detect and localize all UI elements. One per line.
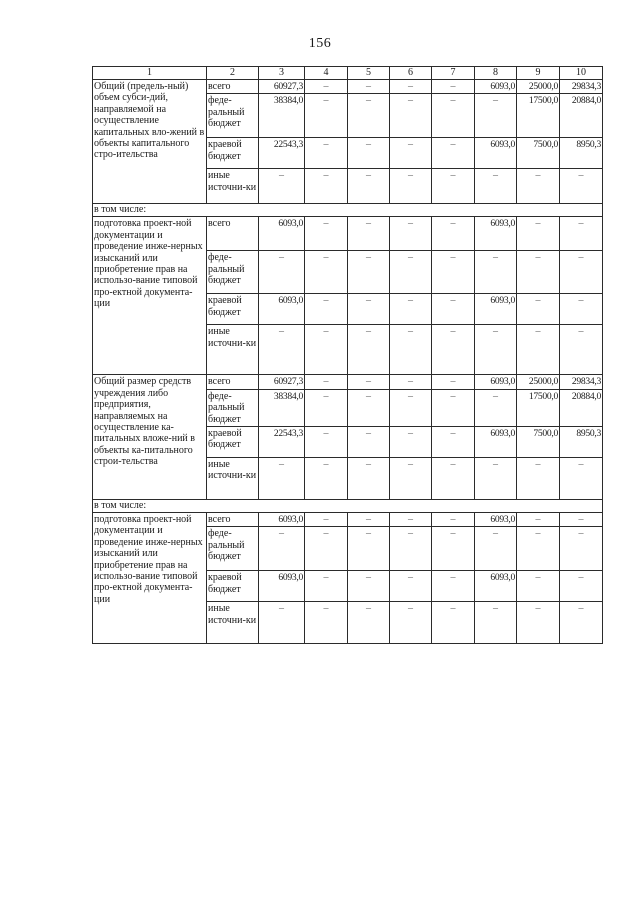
value-cell: 38384,0 [259,94,305,138]
subheading-row [93,204,603,217]
value-cell: – [390,80,432,94]
value-cell: 7500,0 [517,138,560,169]
value-cell: – [560,251,603,294]
funding-source: феде-ральный бюджет [207,94,259,138]
value-cell: – [560,169,603,204]
value-cell: – [259,527,305,571]
funding-source: феде-ральный бюджет [207,389,259,426]
funding-source: всего [207,217,259,251]
value-cell: 6093,0 [475,294,517,325]
header-cell: 3 [259,67,305,80]
value-cell: – [390,458,432,500]
value-cell: – [305,602,348,644]
value-cell: 8950,3 [560,138,603,169]
value-cell: – [390,325,432,375]
value-cell: 22543,3 [259,138,305,169]
table-row [93,375,603,389]
value-cell: 17500,0 [517,389,560,426]
value-cell: – [390,251,432,294]
value-cell: 17500,0 [517,94,560,138]
header-cell: 8 [475,67,517,80]
value-cell: – [432,94,475,138]
value-cell: – [475,169,517,204]
value-cell: – [305,325,348,375]
value-cell: – [432,80,475,94]
value-cell: – [517,325,560,375]
value-cell: – [348,169,390,204]
value-cell: – [390,217,432,251]
value-cell: – [348,294,390,325]
value-cell: – [432,169,475,204]
funding-source: краевой бюджет [207,294,259,325]
value-cell: – [517,169,560,204]
funding-source: всего [207,513,259,527]
value-cell: – [348,251,390,294]
value-cell: – [475,458,517,500]
value-cell: – [432,251,475,294]
value-cell: 60927,3 [259,80,305,94]
value-cell: 20884,0 [560,389,603,426]
value-cell: – [305,294,348,325]
value-cell: – [517,251,560,294]
funding-source: иные источни-ки [207,325,259,375]
value-cell: – [517,602,560,644]
value-cell: – [348,389,390,426]
value-cell: 6093,0 [475,375,517,389]
value-cell: 6093,0 [475,513,517,527]
value-cell: – [305,375,348,389]
value-cell: – [305,80,348,94]
value-cell: – [305,513,348,527]
value-cell: 25000,0 [517,375,560,389]
header-cell: 1 [93,67,207,80]
value-cell: 20884,0 [560,94,603,138]
value-cell: – [560,571,603,602]
value-cell: – [348,513,390,527]
value-cell: – [517,571,560,602]
subheading-label: в том числе: [93,500,603,513]
funding-source: краевой бюджет [207,427,259,458]
header-row [93,67,603,80]
value-cell: – [390,294,432,325]
value-cell: – [475,602,517,644]
value-cell: – [305,427,348,458]
value-cell: – [348,138,390,169]
budget-table [92,66,603,644]
value-cell: 8950,3 [560,427,603,458]
value-cell: 6093,0 [475,217,517,251]
value-cell: – [305,458,348,500]
table-row [93,513,603,527]
value-cell: – [390,389,432,426]
value-cell: – [390,571,432,602]
value-cell: – [348,217,390,251]
header-cell: 7 [432,67,475,80]
funding-source: краевой бюджет [207,571,259,602]
value-cell: – [348,527,390,571]
value-cell: 6093,0 [259,217,305,251]
value-cell: 22543,3 [259,427,305,458]
value-cell: – [305,389,348,426]
value-cell: 29834,3 [560,80,603,94]
value-cell: 38384,0 [259,389,305,426]
value-cell: 7500,0 [517,427,560,458]
value-cell: 60927,3 [259,375,305,389]
value-cell: 29834,3 [560,375,603,389]
value-cell: – [348,325,390,375]
value-cell: – [348,427,390,458]
value-cell: 6093,0 [475,427,517,458]
value-cell: – [305,217,348,251]
funding-source: краевой бюджет [207,138,259,169]
value-cell: – [432,138,475,169]
value-cell: 6093,0 [475,80,517,94]
value-cell: – [390,138,432,169]
funding-source: всего [207,80,259,94]
funding-source: феде-ральный бюджет [207,527,259,571]
funding-source: всего [207,375,259,389]
value-cell: – [475,251,517,294]
value-cell: – [390,94,432,138]
funding-source: иные источни-ки [207,458,259,500]
value-cell: – [560,458,603,500]
value-cell: – [432,602,475,644]
value-cell: – [305,251,348,294]
value-cell: – [560,217,603,251]
value-cell: 6093,0 [259,294,305,325]
table-row [93,80,603,94]
value-cell: – [517,527,560,571]
value-cell: – [560,513,603,527]
value-cell: – [475,527,517,571]
value-cell: – [305,169,348,204]
value-cell: – [259,169,305,204]
value-cell: – [390,602,432,644]
group-label: Общий размер средств учреждения либо предприятия, направляемых на осуществление ка-питальных вложе-ний в объекты ка-питального строи-тельства [93,375,207,500]
value-cell: – [475,389,517,426]
header-cell: 6 [390,67,432,80]
value-cell: – [390,169,432,204]
funding-source: феде-ральный бюджет [207,251,259,294]
value-cell: – [560,325,603,375]
value-cell: – [517,294,560,325]
group-label: подготовка проект-ной документации и проведение инже-нерных изысканий или приобретение прав на использо-вание типовой про-ектной документа-ции [93,217,207,375]
value-cell: – [348,80,390,94]
value-cell: – [259,325,305,375]
value-cell: – [560,602,603,644]
value-cell: – [560,527,603,571]
header-cell: 9 [517,67,560,80]
value-cell: 6093,0 [259,571,305,602]
value-cell: – [305,94,348,138]
value-cell: 6093,0 [475,138,517,169]
value-cell: – [348,602,390,644]
value-cell: – [432,217,475,251]
value-cell: – [305,138,348,169]
page-number: 156 [308,36,332,51]
value-cell: – [432,427,475,458]
subheading-row [93,500,603,513]
value-cell: – [390,375,432,389]
value-cell: – [348,571,390,602]
value-cell: – [259,458,305,500]
value-cell: – [432,375,475,389]
value-cell: – [348,375,390,389]
value-cell: – [390,527,432,571]
value-cell: – [517,513,560,527]
value-cell: – [432,294,475,325]
value-cell: – [432,527,475,571]
value-cell: 25000,0 [517,80,560,94]
header-cell: 5 [348,67,390,80]
value-cell: – [432,325,475,375]
value-cell: – [259,602,305,644]
group-label: Общий (предель-ный) объем субси-дий, направляемой на осуществление капитальных вло-жений в объекты капитального стро-ительства [93,80,207,204]
value-cell: – [560,294,603,325]
header-cell: 10 [560,67,603,80]
value-cell: – [305,527,348,571]
value-cell: – [259,251,305,294]
value-cell: – [432,389,475,426]
value-cell: – [348,458,390,500]
value-cell: 6093,0 [475,571,517,602]
header-cell: 4 [305,67,348,80]
value-cell: 6093,0 [259,513,305,527]
value-cell: – [390,427,432,458]
value-cell: – [305,571,348,602]
table-row [93,217,603,251]
value-cell: – [475,325,517,375]
value-cell: – [432,458,475,500]
group-label: подготовка проект-ной документации и проведение инже-нерных изысканий или приобретение прав на использо-вание типовой про-ектной документа-ции [93,513,207,644]
subheading-label: в том числе: [93,204,603,217]
value-cell: – [517,217,560,251]
funding-source: иные источни-ки [207,602,259,644]
value-cell: – [348,94,390,138]
header-cell: 2 [207,67,259,80]
value-cell: – [517,458,560,500]
funding-source: иные источни-ки [207,169,259,204]
value-cell: – [432,571,475,602]
value-cell: – [432,513,475,527]
value-cell: – [390,513,432,527]
value-cell: – [475,94,517,138]
